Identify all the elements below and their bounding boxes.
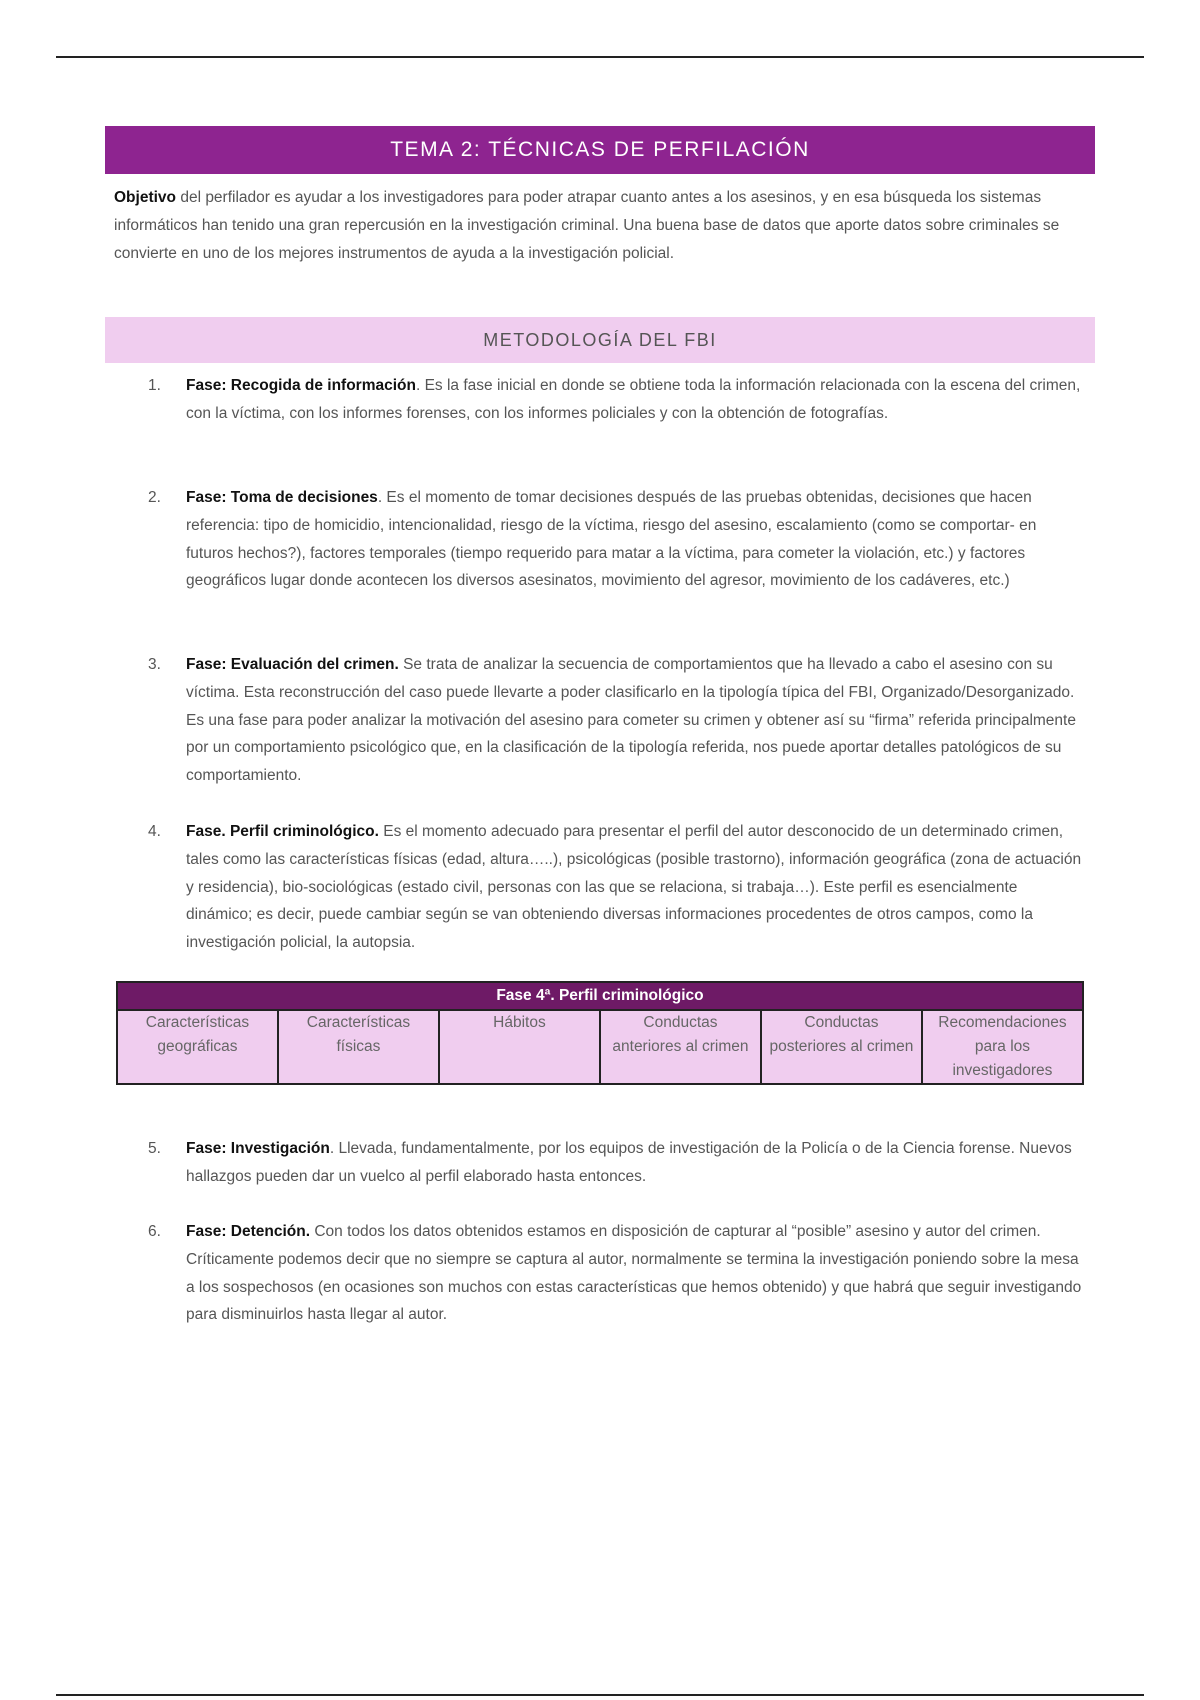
phase-lead: Fase: Evaluación del crimen.	[186, 656, 399, 673]
table-cell: Conductas posteriores al crimen	[761, 1010, 922, 1084]
table-cell: Hábitos	[439, 1010, 600, 1084]
phase-lead: Fase. Perfil criminológico.	[186, 823, 379, 840]
phase-number: 2.	[148, 489, 161, 506]
phase-text: Se trata de analizar la secuencia de comportamientos que ha llevado a cabo el asesino con su víctima. Esta reconstrucción del caso puede llevarte a poder clasificarlo en la tipología típica del FBI, Organizado/Desorganizado. Es una fase para poder analizar la motivación del asesino para cometer su crimen y obtener así su “firma” referida principalmente por un comportamiento psicológico que, en la clasificación de la tipología referida, nos puede aportar detalles patológicos de su comportamiento.	[186, 656, 1076, 785]
phase-text: Con todos los datos obtenidos estamos en disposición de capturar al “posible” asesino y autor del crimen. Críticamente podemos decir que no siempre se captura al autor, normalmente se termina la investigación poniendo sobre la mesa a los sospechosos (en ocasiones son muchos con estas características que hemos obtenido) y que habrá que seguir investigando para disminuirlos hasta llegar al autor.	[186, 1223, 1082, 1324]
phase-number: 4.	[148, 823, 161, 840]
phase-number: 6.	[148, 1223, 161, 1240]
intro-lead: Objetivo	[114, 189, 177, 206]
phase-item	[148, 818, 1088, 957]
phase-lead: Fase: Recogida de información	[186, 377, 416, 394]
table-cell: Características geográficas	[117, 1010, 278, 1084]
top-rule	[56, 56, 1144, 58]
table-header: Fase 4ª. Perfil criminológico	[117, 982, 1083, 1010]
page-title: TEMA 2: TÉCNICAS DE PERFILACIÓN	[105, 126, 1095, 174]
phase-item	[148, 372, 1088, 428]
intro-paragraph	[114, 184, 1074, 268]
table-cell: Características físicas	[278, 1010, 439, 1084]
phase-lead: Fase: Investigación	[186, 1140, 330, 1157]
table-cell: Conductas anteriores al crimen	[600, 1010, 761, 1084]
phase-number: 3.	[148, 656, 161, 673]
phase-lead: Fase: Toma de decisiones	[186, 489, 378, 506]
phase-item	[148, 1135, 1088, 1191]
phase-item	[148, 1218, 1088, 1329]
phase-text: . Es el momento de tomar decisiones después de las pruebas obtenidas, decisiones que hacen referencia: tipo de homicidio, intencionalidad, riesgo de la víctima, riesgo del asesino, escalamiento (como se comportar- en futuros hechos?), factores temporales (tiempo requerido para matar a la víctima, para cometer la violación, etc.) y factores geográficos lugar donde acontecen los diversos asesinatos, movimiento del agresor, movimiento de los cadáveres, etc.)	[186, 489, 1037, 590]
phase-text: . Es la fase inicial en donde se obtiene toda la información relacionada con la escena del crimen, con la víctima, con los informes forenses, con los informes policiales y con la obtención de fotografías.	[186, 377, 1081, 422]
phase-text: Es el momento adecuado para presentar el perfil del autor desconocido de un determinado crimen, tales como las características físicas (edad, altura…..), psicológicas (posible trastorno), información geográfica (zona de actuación y residencia), bio-sociológicas (estado civil, personas con las que se relaciona, si trabaja…). Este perfil es esencialmente dinámico; es decir, puede cambiar según se van obteniendo diversas informaciones procedentes de otros campos, como la investigación policial, la autopsia.	[186, 823, 1082, 952]
phase-text: . Llevada, fundamentalmente, por los equipos de investigación de la Policía o de la Ciencia forense. Nuevos hallazgos pueden dar un vuelco al perfil elaborado hasta entonces.	[186, 1140, 1072, 1185]
phase-item	[148, 651, 1088, 790]
bottom-rule	[56, 1694, 1144, 1696]
section-title: METODOLOGÍA DEL FBI	[105, 317, 1095, 363]
profile-table	[116, 981, 1084, 1085]
phase-lead: Fase: Detención.	[186, 1223, 311, 1240]
table-cell: Recomendaciones para los investigadores	[922, 1010, 1083, 1084]
phase-item	[148, 484, 1088, 595]
intro-text: del perfilador es ayudar a los investigadores para poder atrapar cuanto antes a los asesinos, y en esa búsqueda los sistemas informáticos han tenido una gran repercusión en la investigación criminal. Una buena base de datos que aporte datos sobre criminales se convierte en uno de los mejores instrumentos de ayuda a la investigación policial.	[114, 189, 1060, 262]
phase-number: 1.	[148, 377, 161, 394]
phase-number: 5.	[148, 1140, 161, 1157]
